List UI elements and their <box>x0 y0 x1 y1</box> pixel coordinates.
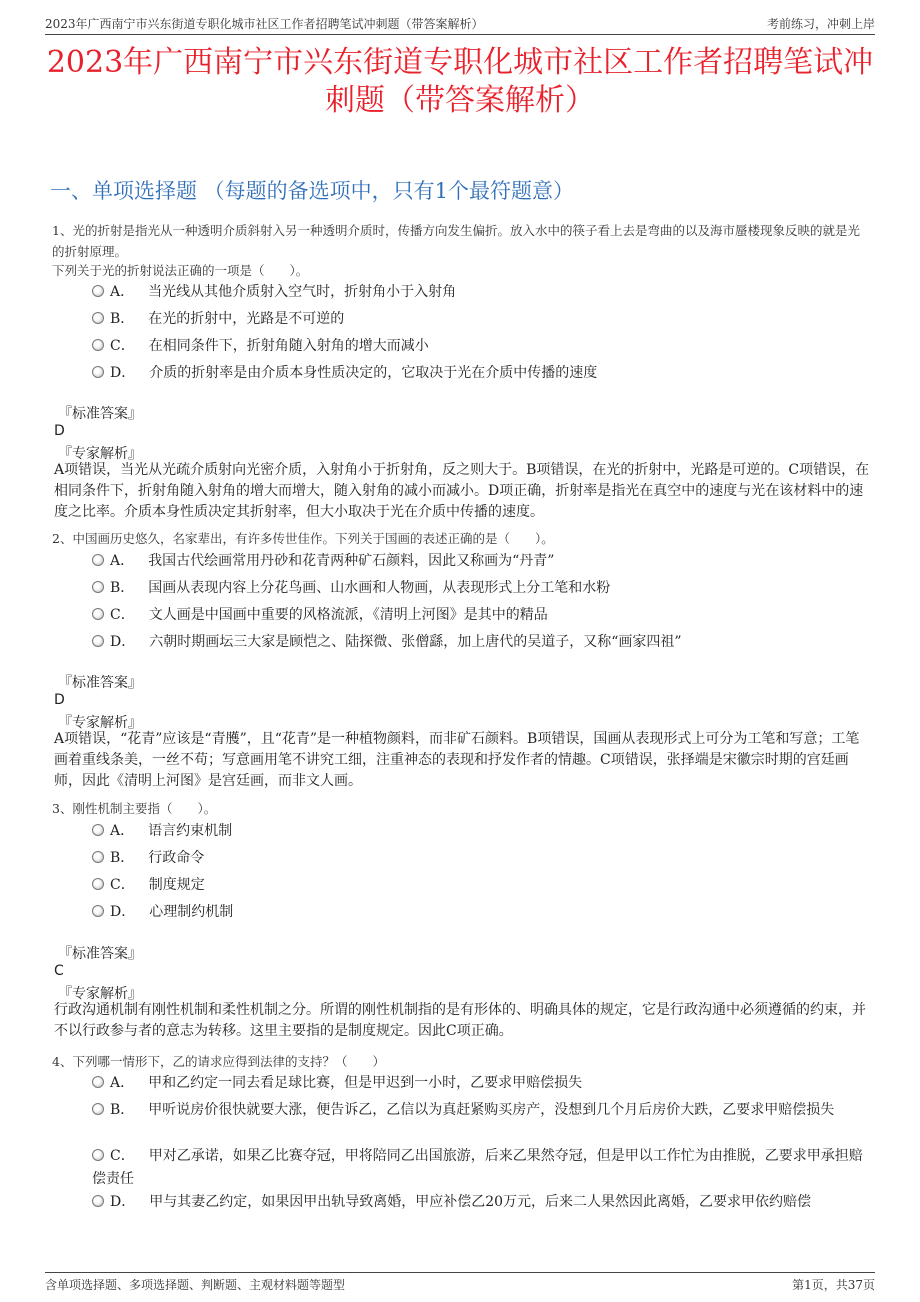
analysis-text: A项错误，“花青”应该是“青雘”，且“花青”是一种植物颜料，而非矿石颜料。B项错误，国画从表现形式上可分为工笔和写意；工笔画着重线条美，一丝不苟；写意画用笔不讲究工细，注重神态的表现和抒发作者的情趣。C项错误，张择端是宋徽宗时期的宫廷画师，因此《清明上河图》是宫廷画，而非文人画。 <box>54 731 860 789</box>
option-d[interactable]: D． 心理制约机制 <box>92 901 872 928</box>
header-slogan: 考前练习，冲刺上岸 <box>766 17 875 31</box>
radio-icon[interactable] <box>92 554 104 566</box>
option-d[interactable]: D． 介质的折射率是由介质本身性质决定的，它取决于光在介质中传播的速度 <box>92 362 872 389</box>
option-b[interactable]: B． 行政命令 <box>92 847 872 874</box>
option-a[interactable]: A． 当光线从其他介质射入空气时，折射角小于入射角 <box>92 281 872 308</box>
question-2-stem: 2、中国画历史悠久，名家辈出，有许多传世佳作。下列关于国画的表述正确的是（ ）。 <box>52 531 554 546</box>
radio-icon[interactable] <box>92 635 104 647</box>
answer-value: C <box>54 963 64 979</box>
document-title: 2023年广西南宁市兴东街道专职化城市社区工作者招聘笔试冲刺题（带答案解析） <box>46 45 874 118</box>
radio-icon[interactable] <box>92 851 104 863</box>
answer-label: 『标准答案』 <box>58 675 142 691</box>
radio-icon[interactable] <box>92 312 104 324</box>
radio-icon[interactable] <box>92 339 104 351</box>
radio-icon[interactable] <box>92 285 104 297</box>
page-header <box>45 10 875 35</box>
analysis-text: 行政沟通机制有刚性机制和柔性机制之分。所谓的刚性机制指的是有形体的、明确具体的规定，它是行政沟通中必须遵循的约束，并不以行政参与者的意志为转移。这里主要指的是制度规定。因此C项正确。 <box>54 1002 866 1039</box>
footer-question-types: 含单项选择题、多项选择题、判断题、主观材料题等题型 <box>45 1278 346 1292</box>
question-1-stem: 1、光的折射是指光从一种透明介质斜射入另一种透明介质时，传播方向发生偏折。放入水中的筷子看上去是弯曲的以及海市蜃楼现象反映的就是光的折射原理。 <box>52 223 860 259</box>
radio-icon[interactable] <box>92 905 104 917</box>
radio-icon[interactable] <box>92 608 104 620</box>
page-number: 第1页，共37页 <box>792 1278 875 1292</box>
option-a[interactable]: A． 甲和乙约定一同去看足球比赛，但是甲迟到一小时，乙要求甲赔偿损失 <box>92 1072 872 1099</box>
option-c[interactable]: C． 制度规定 <box>92 874 872 901</box>
answer-value: D <box>54 423 65 439</box>
analysis-label: 『专家解析』 <box>58 446 142 462</box>
question-1-prompt: 下列关于光的折射说法正确的一项是（ ）。 <box>52 263 309 278</box>
option-b[interactable]: B． 国画从表现内容上分花鸟画、山水画和人物画，从表现形式上分工笔和水粉 <box>92 577 872 604</box>
option-d[interactable]: D． 甲与其妻乙约定，如果因甲出轨导致离婚，甲应补偿乙20万元，后来二人果然因此离婚，乙要求甲依约赔偿 <box>92 1191 872 1218</box>
question-2-options <box>92 550 872 658</box>
analysis-label: 『专家解析』 <box>58 715 142 731</box>
option-c[interactable]: C． 在相同条件下，折射角随入射角的增大而减小 <box>92 335 872 362</box>
radio-icon[interactable] <box>92 581 104 593</box>
analysis-text: A项错误，当光从光疏介质射向光密介质，入射角小于折射角，反之则大于。B项错误，在光的折射中，光路是可逆的。C项错误，在相同条件下，折射角随入射角的增大而增大，随入射角的减小而减小。D项正确，折射率是指光在真空中的速度与光在该材料中的速度之比率。介质本身性质决定其折射率，但大小取决于光在介质中传播的速度。 <box>54 462 870 520</box>
analysis-label: 『专家解析』 <box>58 986 142 1002</box>
section-heading: 一、单项选择题 （每题的备选项中，只有1个最符题意） <box>50 179 575 203</box>
option-d[interactable]: D． 六朝时期画坛三大家是顾恺之、陆探微、张僧繇，加上唐代的吴道子，又称“画家四祖” <box>92 631 872 658</box>
question-3-stem: 3、刚性机制主要指（ ）。 <box>52 801 217 816</box>
option-a[interactable]: A． 我国古代绘画常用丹砂和花青两种矿石颜料，因此又称画为“丹青” <box>92 550 872 577</box>
header-doc-title: 2023年广西南宁市兴东街道专职化城市社区工作者招聘笔试冲刺题（带答案解析） <box>45 17 484 31</box>
radio-icon[interactable] <box>92 366 104 378</box>
option-c[interactable]: C． 文人画是中国画中重要的风格流派，《清明上河图》是其中的精品 <box>92 604 872 631</box>
question-3-options <box>92 820 872 928</box>
answer-label: 『标准答案』 <box>58 946 142 962</box>
radio-icon[interactable] <box>92 824 104 836</box>
radio-icon[interactable] <box>92 1149 104 1161</box>
page-footer <box>45 1272 875 1293</box>
answer-value: D <box>54 692 65 708</box>
option-a[interactable]: A． 语言约束机制 <box>92 820 872 847</box>
radio-icon[interactable] <box>92 1076 104 1088</box>
answer-label: 『标准答案』 <box>58 406 142 422</box>
option-b[interactable]: B． 甲听说房价很快就要大涨，便告诉乙，乙信以为真赶紧购买房产，没想到几个月后房价大跌，乙要求甲赔偿损失 <box>92 1099 872 1145</box>
radio-icon[interactable] <box>92 878 104 890</box>
option-c[interactable]: C． 甲对乙承诺，如果乙比赛夺冠，甲将陪同乙出国旅游，后来乙果然夺冠，但是甲以工作忙为由推脱，乙要求甲承担赔偿责任 <box>92 1148 863 1187</box>
radio-icon[interactable] <box>92 1195 104 1207</box>
option-b[interactable]: B． 在光的折射中，光路是不可逆的 <box>92 308 872 335</box>
radio-icon[interactable] <box>92 1103 104 1115</box>
question-4-stem: 4、下列哪一情形下，乙的请求应得到法律的支持？（ ） <box>52 1054 385 1069</box>
question-1-options <box>92 281 872 389</box>
question-4-options <box>92 1072 872 1218</box>
